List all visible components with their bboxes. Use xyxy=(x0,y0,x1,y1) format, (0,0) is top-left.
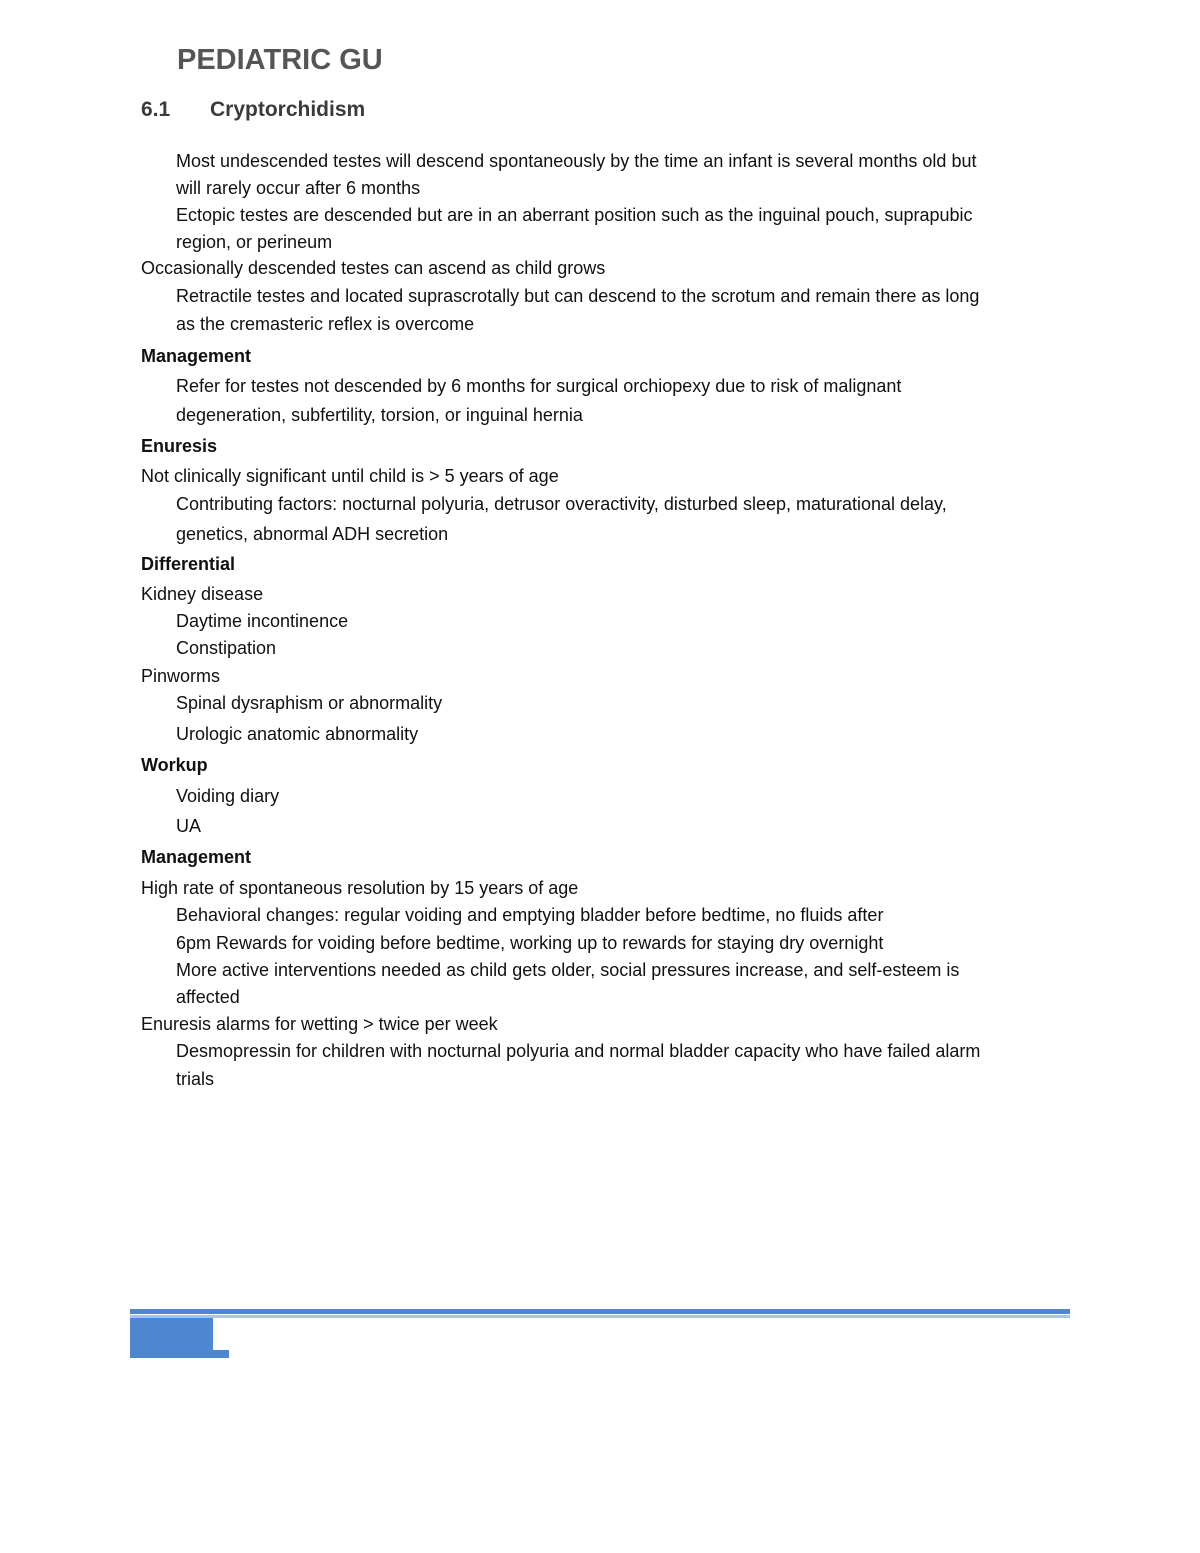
body-line: Occasionally descended testes can ascend as child grows xyxy=(141,258,606,278)
body-line: trials xyxy=(176,1069,215,1089)
body-line: Retractile testes and located suprascrotally but can descend to the scrotum and remain there as long xyxy=(176,286,980,306)
section-number: 6.1 xyxy=(141,98,171,121)
subheading-enuresis: Enuresis xyxy=(141,436,218,456)
body-line: Urologic anatomic abnormality xyxy=(176,724,419,744)
body-line: Kidney disease xyxy=(141,584,264,604)
body-line: region, or perineum xyxy=(176,232,333,252)
footer-rule-light xyxy=(130,1315,1070,1318)
body-line: Most undescended testes will descend spontaneously by the time an infant is several months old but xyxy=(176,151,977,171)
body-line: High rate of spontaneous resolution by 15 years of age xyxy=(141,878,579,898)
body-line: Behavioral changes: regular voiding and emptying bladder before bedtime, no fluids after xyxy=(176,905,884,925)
subheading-differential: Differential xyxy=(141,554,236,574)
section-title: Cryptorchidism xyxy=(210,98,366,121)
chapter-title: PEDIATRIC GU xyxy=(177,44,383,76)
body-line: Daytime incontinence xyxy=(176,611,349,631)
body-line: Not clinically significant until child is > 5 years of age xyxy=(141,466,559,486)
body-line: as the cremasteric reflex is overcome xyxy=(176,314,475,334)
body-line: Spinal dysraphism or abnormality xyxy=(176,693,443,713)
body-line: Desmopressin for children with nocturnal polyuria and normal bladder capacity who have failed alarm xyxy=(176,1041,981,1061)
body-line: Voiding diary xyxy=(176,786,280,806)
body-line: will rarely occur after 6 months xyxy=(176,178,421,198)
body-line: Contributing factors: nocturnal polyuria, detrusor overactivity, disturbed sleep, maturational delay, xyxy=(176,494,947,514)
footer-accent xyxy=(213,1350,229,1358)
body-line: Ectopic testes are descended but are in an aberrant position such as the inguinal pouch, suprapubic xyxy=(176,205,973,225)
body-line: degeneration, subfertility, torsion, or inguinal hernia xyxy=(176,405,583,425)
subheading-workup: Workup xyxy=(141,755,208,775)
footer-rule xyxy=(130,1309,1070,1314)
body-line: Enuresis alarms for wetting > twice per week xyxy=(141,1014,498,1034)
footer-page-number-block xyxy=(130,1318,213,1358)
body-line: Refer for testes not descended by 6 months for surgical orchiopexy due to risk of malignant xyxy=(176,376,902,396)
subheading-management: Management xyxy=(141,847,252,867)
body-line: Constipation xyxy=(176,638,277,658)
body-line: affected xyxy=(176,987,240,1007)
body-line: genetics, abnormal ADH secretion xyxy=(176,524,449,544)
body-line: UA xyxy=(176,816,202,836)
subheading-management: Management xyxy=(141,346,252,366)
body-line: More active interventions needed as child gets older, social pressures increase, and self-esteem is xyxy=(176,960,960,980)
body-line: Pinworms xyxy=(141,666,221,686)
body-line: 6pm Rewards for voiding before bedtime, working up to rewards for staying dry overnight xyxy=(176,933,884,953)
